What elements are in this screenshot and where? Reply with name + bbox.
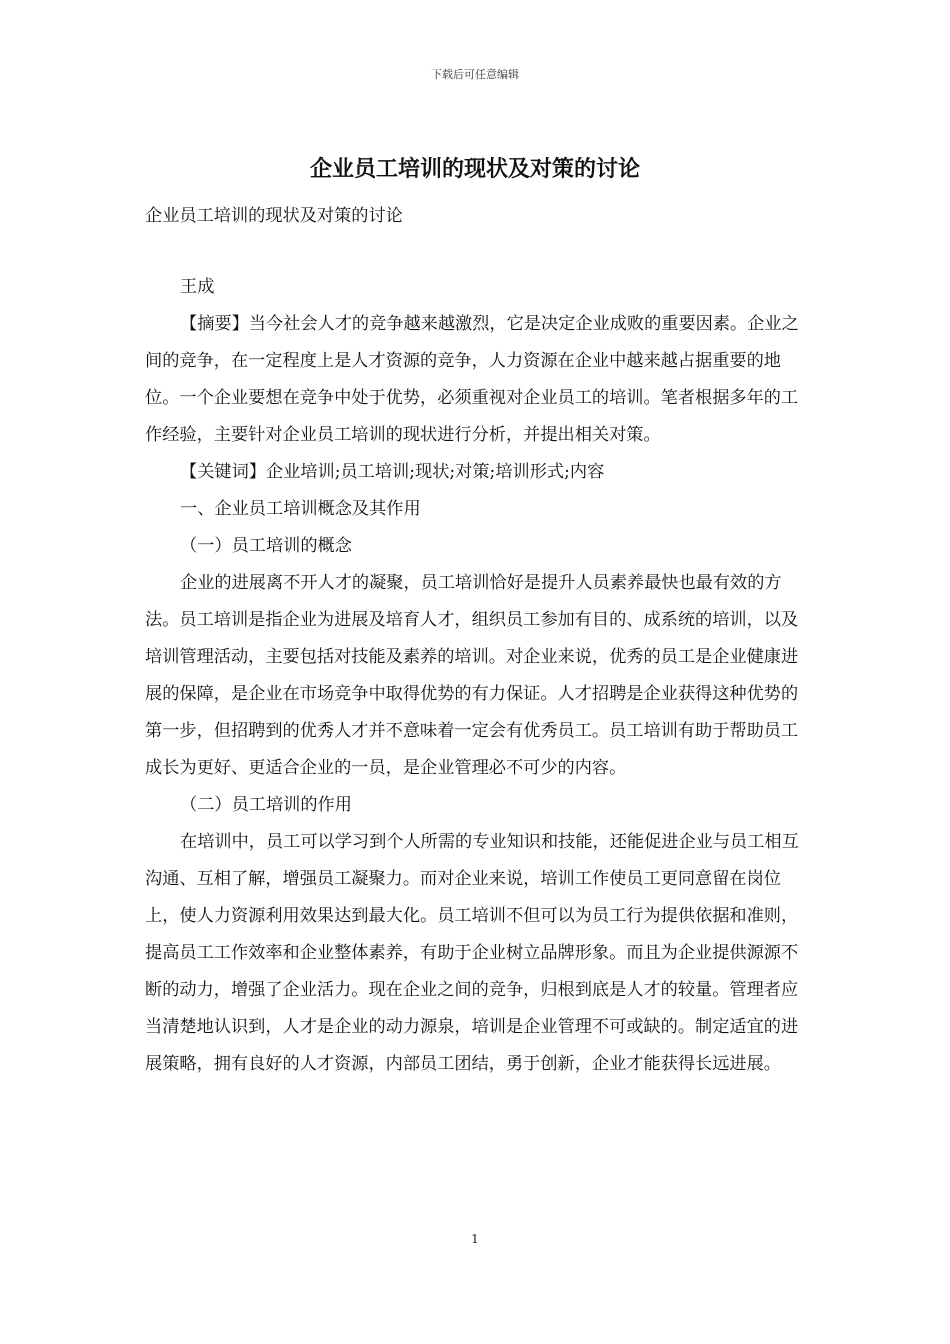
page-header: 下载后可任意编辑 [431,68,519,81]
document-subtitle [145,198,810,235]
role-paragraph: 在培训中，员工可以学习到个人所需的专业知识和技能，还能促进企业与员工相互沟通、互相了解，增强员工凝聚力。而对企业来说，培训工作使员工更同意留在岗位上，使人力资源利用效果达到最大化。员工培训不但可以为员工行为提供依据和准则，提高员工工作效率和企业整体素养，有助于企业树立品牌形象。而且为企业提供源源不断的动力，增强了企业活力。现在企业之间的竞争，归根到底是人才的较量。管理者应当清楚地认识到，人才是企业的动力源泉，培训是企业管理不可或缺的。制定适宜的进展策略，拥有良好的人才资源，内部员工团结，勇于创新，企业才能获得长远进展。 [145,832,799,1074]
section-heading: 一、企业员工培训概念及其作用 [180,499,421,519]
keywords-paragraph: 【关键词】企业培训;员工培训;现状;对策;培训形式;内容 [180,462,605,482]
subsection-heading-concept: （一）员工培训的概念 [180,536,352,556]
author-name: 王成 [180,277,215,297]
document-body [145,269,810,1083]
abstract-paragraph: 【摘要】当今社会人才的竞争越来越激烈，它是决定企业成败的重要因素。企业之间的竞争，在一定程度上是人才资源的竞争，人力资源在企业中越来越占据重要的地位。一个企业要想在竞争中处于优势，必须重视对企业员工的培训。笔者根据多年的工作经验，主要针对企业员工培训的现状进行分析，并提出相关对策。 [145,314,799,445]
document-title: 企业员工培训的现状及对策的讨论 [309,156,640,182]
page-number: 1 [471,1232,479,1246]
subsection-heading-role: （二）员工培训的作用 [180,795,352,815]
subtitle-text: 企业员工培训的现状及对策的讨论 [145,206,403,226]
concept-paragraph: 企业的进展离不开人才的凝聚，员工培训恰好是提升人员素养最快也最有效的方法。员工培训是指企业为进展及培育人才，组织员工参加有目的、成系统的培训，以及培训管理活动，主要包括对技能及素养的培训。对企业来说，优秀的员工是企业健康进展的保障，是企业在市场竞争中取得优势的有力保证。人才招聘是企业获得这种优势的第一步，但招聘到的优秀人才并不意味着一定会有优秀员工。员工培训有助于帮助员工成长为更好、更适合企业的一员，是企业管理必不可少的内容。 [145,573,799,778]
